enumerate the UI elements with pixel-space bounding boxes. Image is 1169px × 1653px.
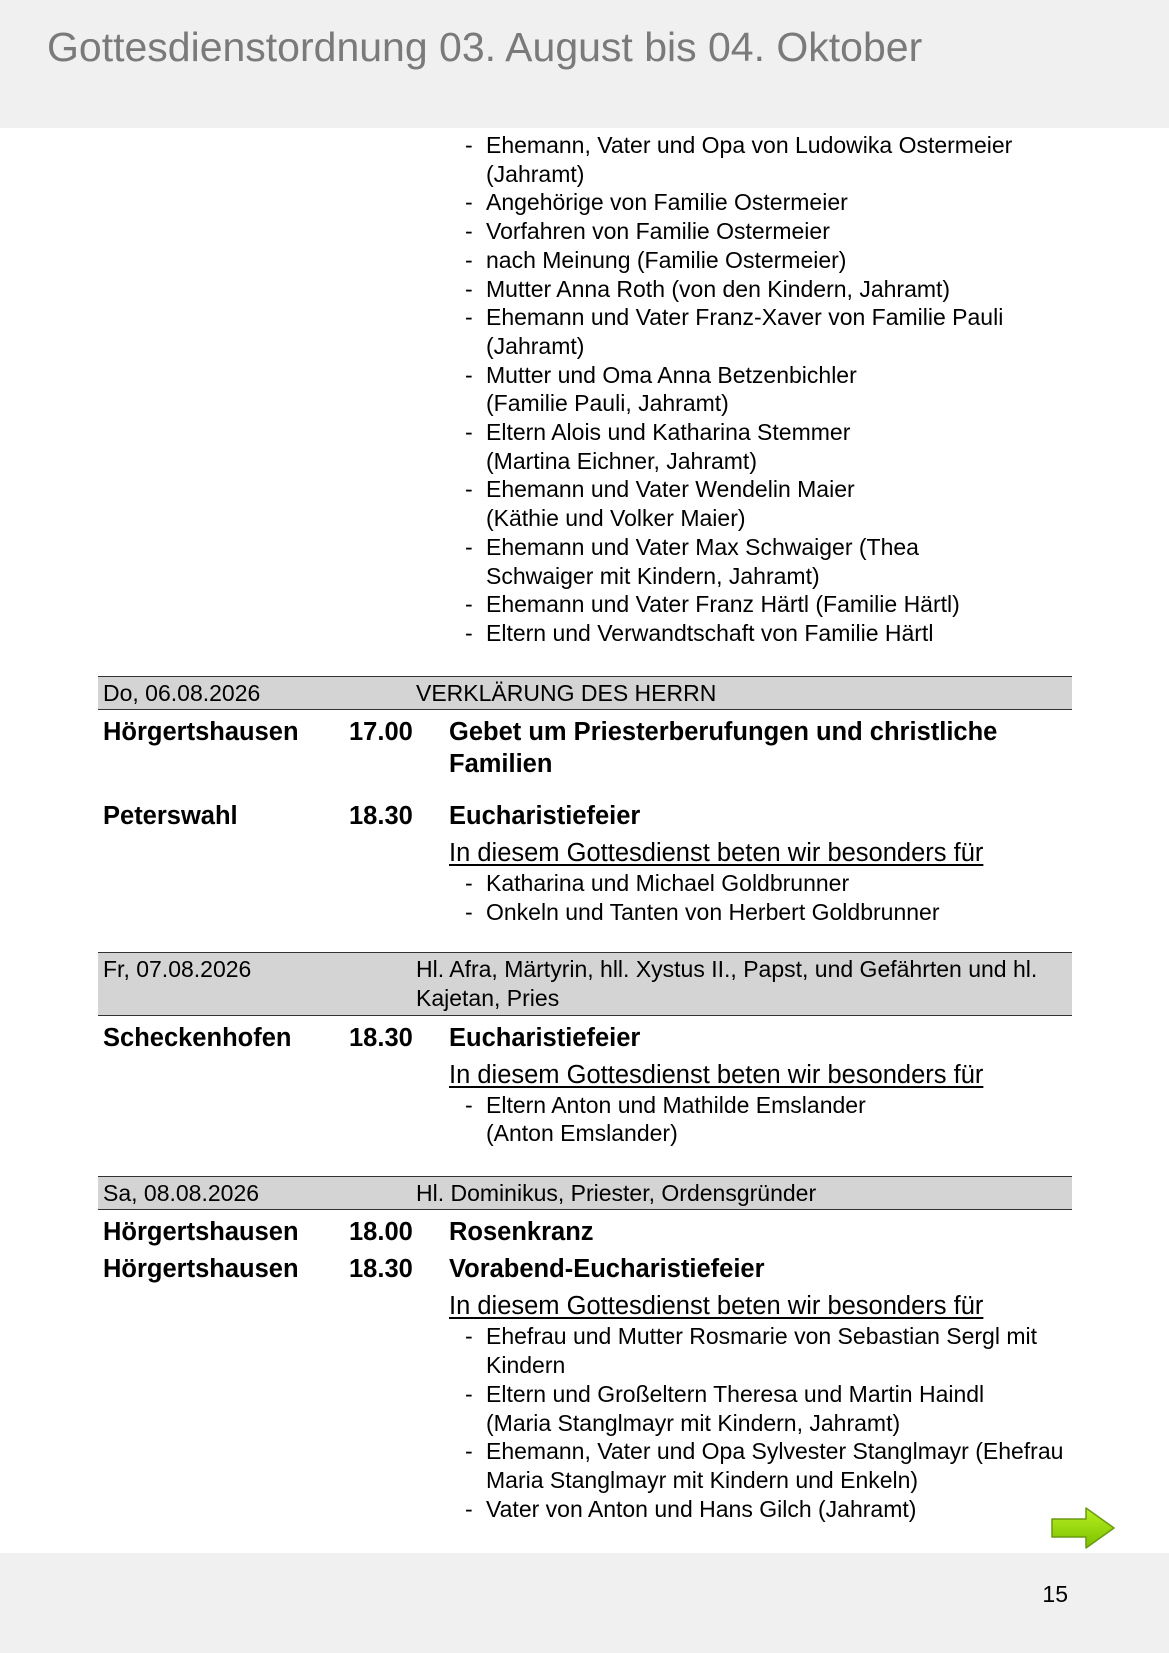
intention-text: Ehemann und Vater Franz-Xaver von Familie Pauli (Jahramt) <box>486 304 1004 359</box>
intention-item <box>465 898 1072 927</box>
intention-text: Onkeln und Tanten von Herbert Goldbrunner <box>486 898 940 925</box>
intention-item <box>465 475 1072 532</box>
intention-text: Ehemann, Vater und Opa Sylvester Stanglmayr (Ehefrau Maria Stanglmayr mit Kindern und Enkeln) <box>486 1438 1064 1493</box>
day-feast: Hl. Dominikus, Priester, Ordensgründer <box>416 1179 817 1206</box>
intention-item <box>465 418 1072 475</box>
intention-text: Ehemann, Vater und Opa von Ludowika Ostermeier (Jahramt) <box>486 132 1013 187</box>
intention-text: Ehemann und Vater Max Schwaiger (Thea Schwaiger mit Kindern, Jahramt) <box>486 533 919 589</box>
intention-item <box>465 533 1072 590</box>
page-header <box>0 0 1169 128</box>
intention-text: Vater von Anton und Hans Gilch (Jahramt) <box>486 1495 917 1522</box>
intention-list <box>98 869 1072 926</box>
intention-text: Mutter und Oma Anna Betzenbichler (Familie Pauli, Jahramt) <box>486 361 857 417</box>
intention-list <box>98 1322 1072 1523</box>
intention-item <box>465 590 1072 619</box>
intentions-heading: In diesem Gottesdienst beten wir besonders für <box>449 1060 984 1089</box>
arrow-right-icon[interactable] <box>1050 1506 1116 1550</box>
day-feast: Hl. Afra, Märtyrin, hll. Xystus II., Papst, und Gefährten und hl. Kajetan, Pries <box>416 955 1038 1012</box>
intention-text: Eltern und Großeltern Theresa und Martin Haindl (Maria Stanglmayr mit Kindern, Jahramt) <box>486 1380 985 1436</box>
service-time: 18.30 <box>349 802 413 831</box>
intention-text: Katharina und Michael Goldbrunner <box>486 870 850 897</box>
intention-item <box>465 188 1072 217</box>
service-place: Scheckenhofen <box>103 1023 292 1052</box>
service-title: Vorabend-Eucharistiefeier <box>449 1255 765 1284</box>
intention-item <box>465 1322 1072 1379</box>
intentions-heading: In diesem Gottesdienst beten wir besonders für <box>449 1292 984 1321</box>
day-date: Sa, 08.08.2026 <box>103 1179 260 1206</box>
day-header <box>98 952 1072 1016</box>
page-title: Gottesdienstordnung 03. August bis 04. Oktober <box>47 24 923 70</box>
service-title: Gebet um Priesterberufungen und christliche Familien <box>449 718 998 779</box>
day-header <box>98 676 1072 711</box>
service-title: Rosenkranz <box>449 1218 594 1247</box>
intention-item <box>465 246 1072 275</box>
intentions-heading: In diesem Gottesdienst beten wir besonders für <box>449 839 984 868</box>
service-row <box>98 1022 1072 1054</box>
intention-text: Mutter Anna Roth (von den Kindern, Jahramt) <box>486 275 951 302</box>
intention-text: nach Meinung (Familie Ostermeier) <box>486 246 847 273</box>
day-feast: VERKLÄRUNG DES HERRN <box>416 679 717 706</box>
service-time: 18.00 <box>349 1218 413 1247</box>
day-section <box>98 1176 1072 1523</box>
intention-item <box>465 217 1072 246</box>
intention-item <box>465 869 1072 898</box>
intention-list <box>98 131 1072 648</box>
intention-item <box>465 1091 1072 1148</box>
intention-item <box>465 131 1072 188</box>
intention-text: Ehemann und Vater Wendelin Maier (Käthie und Volker Maier) <box>486 476 855 532</box>
service-time: 17.00 <box>349 718 413 747</box>
intention-item <box>465 361 1072 418</box>
day-section <box>98 952 1072 1148</box>
intention-item <box>465 1437 1072 1494</box>
intention-text: Ehemann und Vater Franz Härtl (Familie Härtl) <box>486 591 960 618</box>
intention-item <box>465 1380 1072 1437</box>
intention-item <box>465 303 1072 360</box>
service-place: Hörgertshausen <box>103 1255 299 1284</box>
service-title: Eucharistiefeier <box>449 802 641 831</box>
intention-item <box>465 1495 1072 1524</box>
service-row <box>98 1216 1072 1248</box>
day-date: Fr, 07.08.2026 <box>103 955 252 982</box>
intention-text: Vorfahren von Familie Ostermeier <box>486 218 830 245</box>
intention-text: Eltern und Verwandtschaft von Familie Härtl <box>486 619 934 646</box>
day-date: Do, 06.08.2026 <box>103 679 261 706</box>
intention-item <box>465 275 1072 304</box>
service-time: 18.30 <box>349 1023 413 1052</box>
intention-text: Ehefrau und Mutter Rosmarie von Sebastian Sergl mit Kindern <box>486 1323 1037 1379</box>
intention-text: Eltern Alois und Katharina Stemmer (Martina Eichner, Jahramt) <box>486 419 851 474</box>
page-footer <box>0 1553 1169 1653</box>
page-number: 15 <box>1042 1581 1068 1607</box>
intention-item <box>465 619 1072 648</box>
schedule-content <box>98 131 1072 1523</box>
intention-text: Angehörige von Familie Ostermeier <box>486 189 848 216</box>
day-header <box>98 1176 1072 1211</box>
service-row <box>98 800 1072 832</box>
service-place: Hörgertshausen <box>103 718 299 747</box>
service-row <box>98 1253 1072 1285</box>
service-row <box>98 716 1072 780</box>
intention-list <box>98 1091 1072 1148</box>
service-place: Hörgertshausen <box>103 1218 299 1247</box>
service-time: 18.30 <box>349 1255 413 1284</box>
service-place: Peterswahl <box>103 802 238 831</box>
intention-text: Eltern Anton und Mathilde Emslander (Anton Emslander) <box>486 1091 866 1147</box>
service-title: Eucharistiefeier <box>449 1023 641 1052</box>
day-section <box>98 676 1072 927</box>
